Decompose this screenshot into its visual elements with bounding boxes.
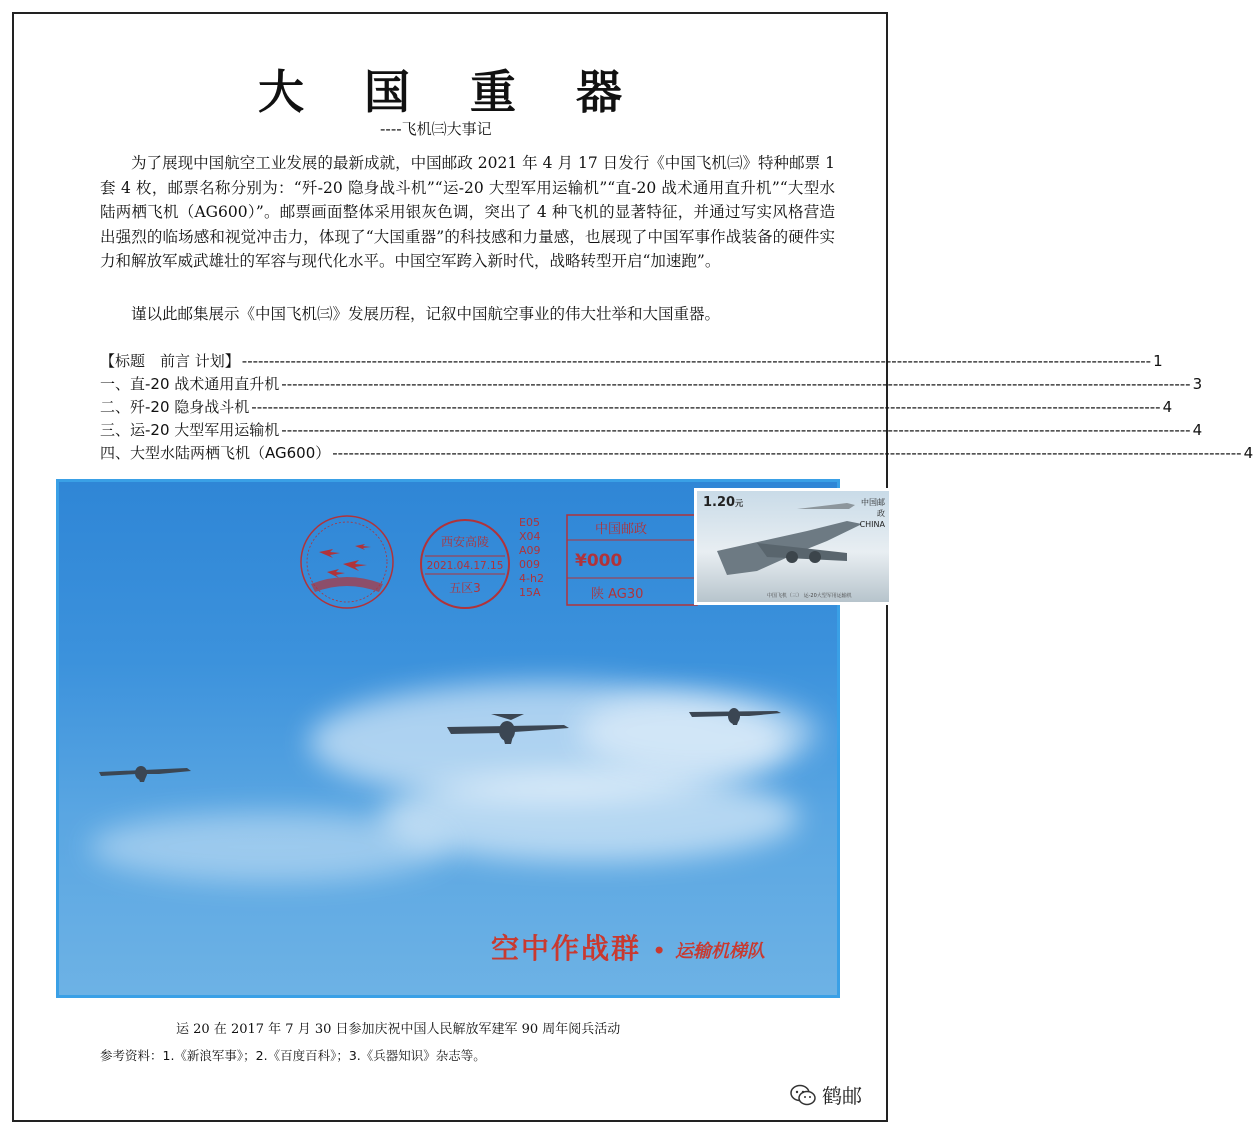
meter-code-bottom: 陕 AG30	[591, 587, 644, 602]
transport-aircraft-icon	[689, 708, 781, 725]
meter-code: A09	[519, 544, 541, 557]
stamp-denomination: 1.20元	[703, 495, 744, 510]
watermark	[790, 1080, 862, 1109]
postmark-date: 2021.04.17.15	[426, 560, 504, 572]
intro-paragraph: 为了展现中国航空工业发展的最新成就，中国邮政 2021 年 4 月 17 日发行《中国飞机㈢》特种邮票 1 套 4 枚，邮票名称分别为：“歼-20 隐身战斗机”“运-20 大型军用运输机”“直-20 战术通用直升机”“大型水陆两栖飞机（AG600）”。邮票画面整体采用银灰色调，突出了 4 种飞机的显著特征，并通过写实风格营造出强烈的临场感和视觉冲击力，体现了“大国重器”的科技感和力量感，也展现了中国军事作战装备的硬件实力和解放军威武雄壮的军容与现代化水平。中国空军跨入新时代，战略转型开启“加速跑”。	[100, 154, 835, 270]
references: 参考资料：1.《新浪军事》；2.《百度百科》；3.《兵器知识》杂志等。	[100, 1048, 486, 1063]
toc-label: 【标题 前言 计划】	[100, 352, 240, 370]
toc-page: 4	[1162, 398, 1173, 416]
meter-code: 4-h2	[519, 572, 544, 585]
photo-caption: 运 20 在 2017 年 7 月 30 日参加庆祝中国人民解放军建军 90 周年阅兵活动	[176, 1022, 621, 1037]
first-day-cover	[56, 479, 885, 998]
cover-cachet-subtitle: 运输机梯队	[675, 941, 765, 962]
postmark-district: 五区3	[449, 581, 481, 595]
toc-page: 3	[1192, 375, 1203, 393]
toc-label: 二、歼-20 隐身战斗机	[100, 398, 250, 416]
toc-label: 四、大型水陆两栖飞机（AG600）	[100, 444, 331, 462]
toc-leader	[281, 376, 1190, 392]
meter-amount: ¥000	[575, 551, 623, 571]
wechat-icon	[790, 1084, 816, 1106]
toc-page: 4	[1243, 444, 1253, 462]
toc-leader	[251, 399, 1160, 415]
page-subtitle: ----飞机㈢大事记	[380, 120, 492, 138]
toc-label: 三、运-20 大型军用运输机	[100, 421, 280, 439]
meter-code: 15A	[519, 586, 541, 599]
table-of-contents	[100, 350, 1253, 465]
page-title: 大 国 重 器	[257, 65, 645, 119]
aircraft-formation	[59, 482, 843, 1001]
toc-row	[100, 419, 1203, 442]
meter-code: 009	[519, 558, 540, 571]
toc-row	[100, 396, 1173, 419]
meter-code: X04	[519, 530, 541, 543]
stamp-caption: 中国飞机（三） 运-20大型军用运输机	[767, 593, 852, 599]
toc-label: 一、直-20 战术通用直升机	[100, 375, 280, 393]
meter-code: E05	[519, 516, 540, 529]
stamp-country: 中国邮政 CHINA	[859, 498, 885, 529]
toc-row	[100, 350, 1163, 373]
toc-row	[100, 373, 1203, 396]
transport-aircraft-icon	[447, 714, 569, 744]
postmark-place: 西安高陵	[440, 535, 490, 549]
toc-leader	[281, 422, 1190, 438]
dedication-paragraph: 谨以此邮集展示《中国飞机㈢》发展历程，记叙中国航空事业的伟大壮举和大国重器。	[131, 305, 721, 323]
toc-leader	[332, 445, 1241, 461]
toc-row	[100, 442, 1253, 465]
meter-label: 中国邮政	[595, 522, 648, 537]
transport-aircraft-icon	[99, 766, 191, 782]
toc-page: 1	[1153, 352, 1163, 370]
cover-cachet-title: 空中作战群 •	[491, 932, 668, 965]
toc-page: 4	[1192, 421, 1203, 439]
watermark-text: 鹤邮	[822, 1084, 862, 1108]
toc-leader	[242, 353, 1151, 369]
